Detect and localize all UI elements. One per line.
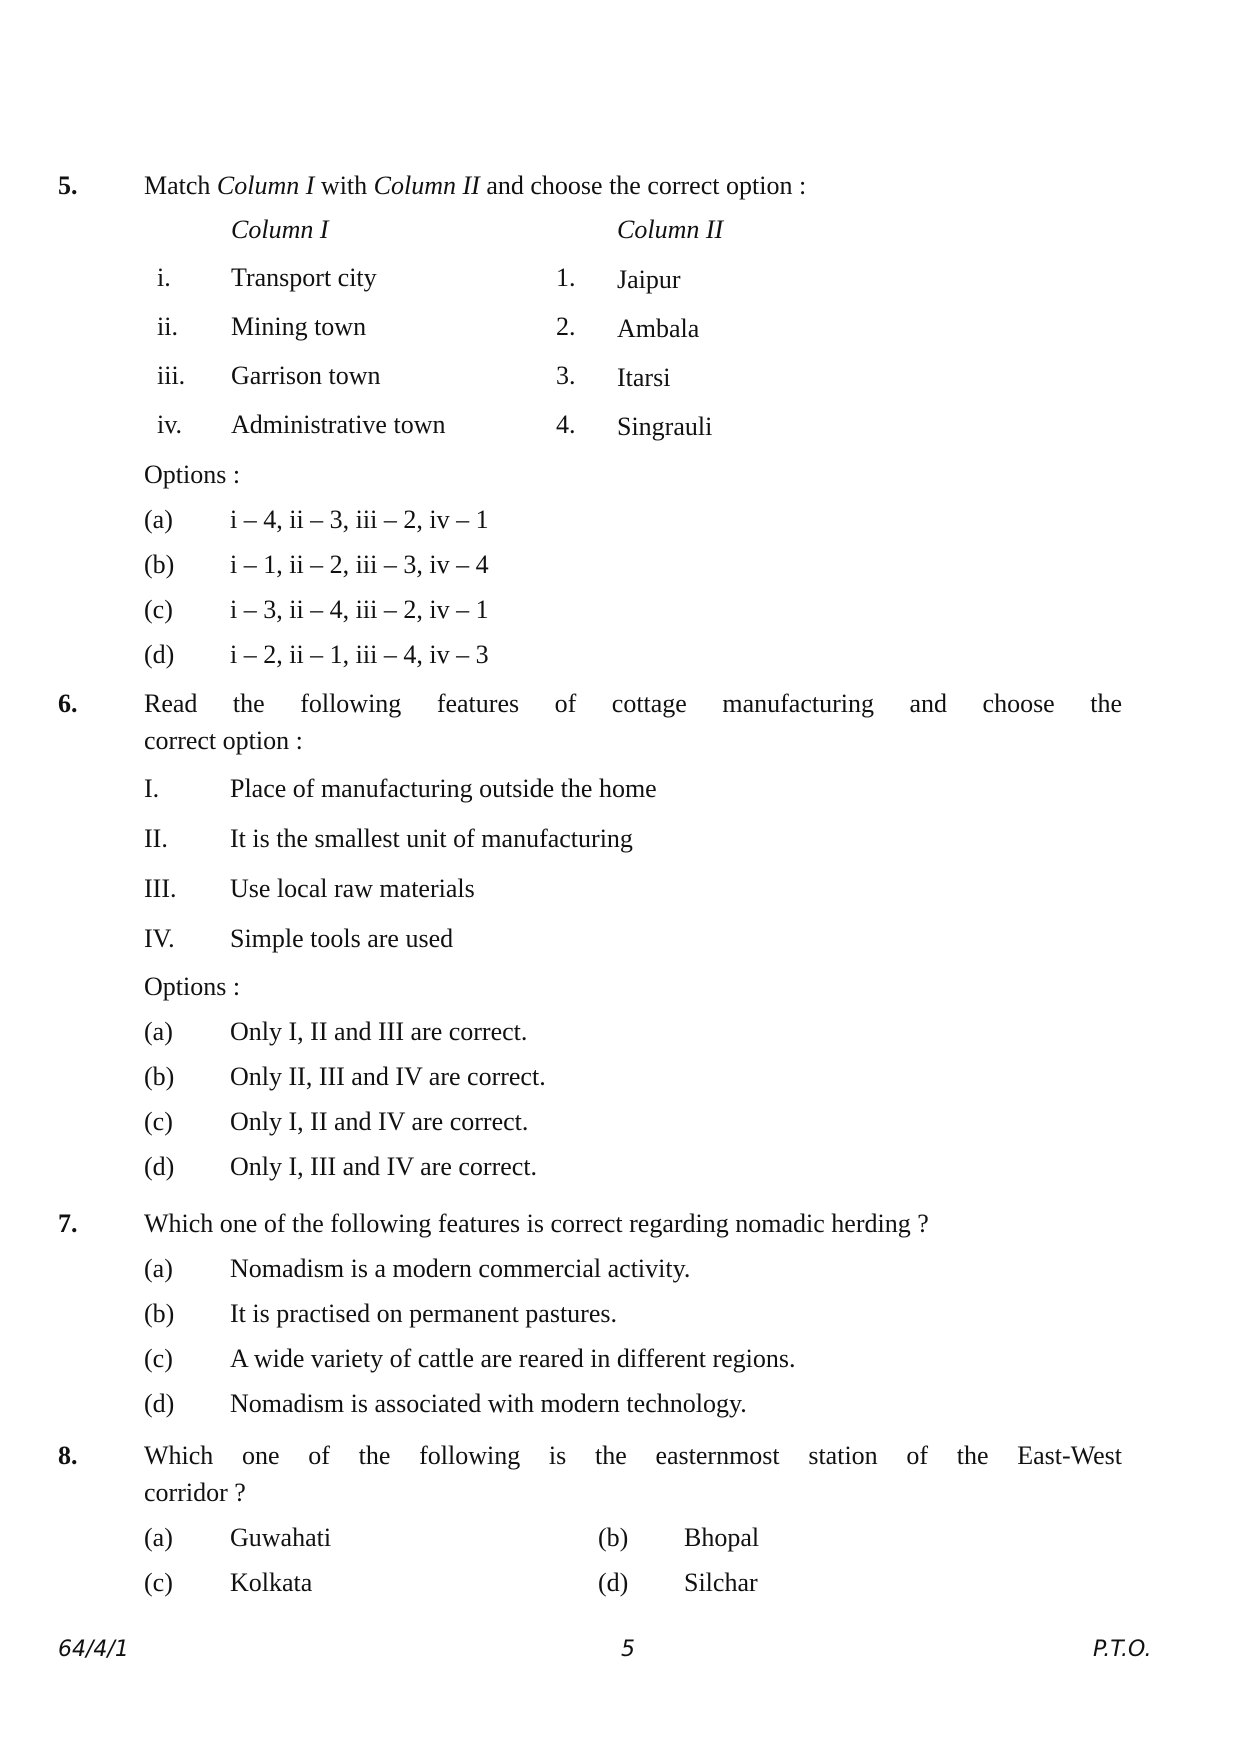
- statement-text: It is the smallest unit of manufacturing: [230, 824, 633, 853]
- question-stem: Which one of the following features is correct regarding nomadic herding ?: [144, 1209, 929, 1238]
- option-text: Only II, III and IV are correct.: [230, 1062, 546, 1091]
- option-text: Only I, III and IV are correct.: [230, 1152, 538, 1181]
- column-1-item: Administrative town: [231, 410, 446, 439]
- option-label: (c): [144, 1568, 173, 1597]
- statement-text: Place of manufacturing outside the home: [230, 774, 657, 803]
- option-label: (d): [144, 640, 175, 669]
- options-label: Options :: [144, 460, 241, 489]
- column-2-header: Column II: [617, 215, 724, 244]
- option-text: A wide variety of cattle are reared in different regions.: [230, 1344, 796, 1373]
- option-label: (c): [144, 595, 173, 624]
- option-text: Guwahati: [230, 1523, 332, 1552]
- option-text: Only I, II and IV are correct.: [230, 1107, 529, 1136]
- stem-text: and choose the correct option :: [479, 171, 807, 200]
- column-1-label: iv.: [157, 410, 183, 439]
- column-2-item: Jaipur: [617, 265, 681, 294]
- page-number: 5: [621, 1637, 635, 1662]
- column-1-item: Garrison town: [231, 361, 381, 390]
- statement-label: I.: [144, 774, 160, 803]
- option-text: i – 1, ii – 2, iii – 3, iv – 4: [230, 550, 489, 579]
- option-text: Kolkata: [230, 1568, 313, 1597]
- stem-column-2-ref: Column II: [373, 171, 480, 200]
- question-stem: [144, 170, 806, 202]
- option-text: Bhopal: [684, 1523, 760, 1552]
- stem-text: Match: [144, 171, 217, 200]
- statement-text: Use local raw materials: [230, 874, 475, 903]
- column-1-header: Column I: [231, 215, 329, 244]
- question-stem-line-2: corridor ?: [144, 1478, 246, 1507]
- option-label: (a): [144, 1017, 173, 1046]
- column-2-label: 2.: [556, 312, 576, 341]
- option-text: Nomadism is associated with modern technology.: [230, 1389, 747, 1418]
- option-label: (b): [598, 1523, 629, 1552]
- statement-text: Simple tools are used: [230, 924, 454, 953]
- option-label: (a): [144, 505, 173, 534]
- option-label: (b): [144, 550, 175, 579]
- column-1-item: Transport city: [231, 263, 377, 292]
- statement-label: IV.: [144, 924, 175, 953]
- option-label: (c): [144, 1107, 173, 1136]
- column-1-label: iii.: [157, 361, 186, 390]
- question-number: 8.: [58, 1441, 78, 1470]
- question-number: 6.: [58, 689, 78, 718]
- column-2-label: 3.: [556, 361, 576, 390]
- column-1-label: i.: [157, 263, 171, 292]
- stem-column-1-ref: Column I: [216, 171, 315, 200]
- column-2-item: Singrauli: [617, 412, 713, 441]
- option-label: (b): [144, 1299, 175, 1328]
- stem-text: with: [314, 171, 374, 200]
- column-2-label: 1.: [556, 263, 576, 292]
- option-label: (d): [144, 1389, 175, 1418]
- column-1-label: ii.: [157, 312, 178, 341]
- option-label: (d): [598, 1568, 629, 1597]
- option-text: i – 2, ii – 1, iii – 4, iv – 3: [230, 640, 489, 669]
- option-text: i – 3, ii – 4, iii – 2, iv – 1: [230, 595, 489, 624]
- option-label: (a): [144, 1523, 173, 1552]
- statement-label: II.: [144, 824, 168, 853]
- option-label: (d): [144, 1152, 175, 1181]
- question-number: 7.: [58, 1209, 78, 1238]
- statement-label: III.: [144, 874, 177, 903]
- column-2-label: 4.: [556, 410, 576, 439]
- please-turn-over: P.T.O.: [1093, 1637, 1152, 1662]
- question-stem-line-1: Which one of the following is the easternmost station of the East-West: [144, 1441, 1122, 1470]
- option-text: It is practised on permanent pastures.: [230, 1299, 617, 1328]
- question-number: 5.: [58, 171, 78, 200]
- options-label: Options :: [144, 972, 241, 1001]
- option-label: (a): [144, 1254, 173, 1283]
- question-stem-line-1: Read the following features of cottage manufacturing and choose the: [144, 689, 1122, 718]
- paper-code: 64/4/1: [58, 1637, 129, 1662]
- option-text: Silchar: [684, 1568, 758, 1597]
- option-text: Only I, II and III are correct.: [230, 1017, 528, 1046]
- question-stem-line-2: correct option :: [144, 726, 303, 755]
- column-2-item: Itarsi: [617, 363, 671, 392]
- column-2-item: Ambala: [617, 314, 700, 343]
- column-1-item: Mining town: [231, 312, 367, 341]
- option-text: Nomadism is a modern commercial activity.: [230, 1254, 691, 1283]
- option-text: i – 4, ii – 3, iii – 2, iv – 1: [230, 505, 489, 534]
- option-label: (b): [144, 1062, 175, 1091]
- option-label: (c): [144, 1344, 173, 1373]
